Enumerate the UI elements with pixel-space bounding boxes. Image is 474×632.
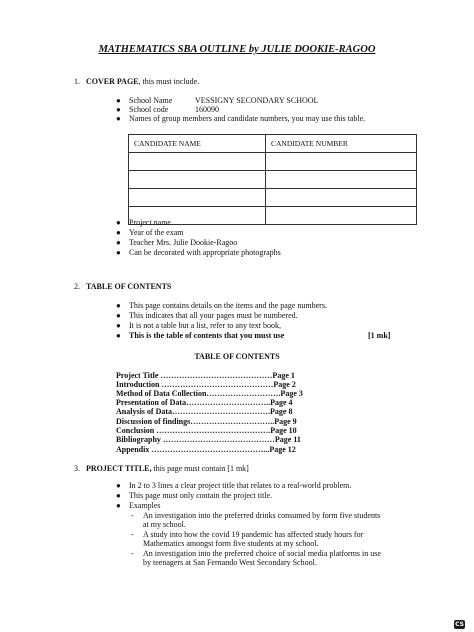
example-item (131, 549, 381, 567)
table-row (129, 189, 417, 207)
table-header-cell: CANDIDATE NAME (129, 135, 266, 153)
school-code-label: School code (129, 105, 169, 114)
bullet-icon: ● (116, 331, 121, 340)
table-header-cell: CANDIDATE NUMBER (266, 135, 417, 153)
list-item-text: This page must only contain the project title. (129, 491, 273, 500)
list-item-text: Teacher Mrs. Julie Dookie-Ragoo (129, 238, 238, 247)
bullet-icon: ● (116, 321, 121, 330)
section-2-heading-line (74, 282, 171, 292)
example-text: Mathematics amongst form five students at my school. (143, 539, 319, 548)
school-name-label: School Name (129, 96, 173, 105)
toc-row: Project Title ……………………………………Page 1 (116, 371, 295, 380)
list-item-text: Project name (129, 218, 171, 227)
bullet-icon: ● (116, 301, 121, 310)
section-3-heading-line (74, 464, 249, 474)
school-name-value: VESSIGNY SECONDARY SCHOOL (195, 96, 319, 105)
section-2-heading: TABLE OF CONTENTS (86, 282, 172, 291)
example-item (131, 530, 364, 548)
toc-row: Presentation of Data…………………………..Page 4 (116, 398, 293, 407)
section-1-heading: COVER PAGE (86, 77, 139, 86)
table-row (129, 171, 417, 189)
toc-row: Bibliography ……………………………………Page 11 (116, 435, 301, 444)
toc-row: Appendix ……………………………………...Page 12 (116, 445, 296, 454)
section-1-heading-line (74, 77, 199, 87)
table-header-row (129, 135, 417, 153)
bullet-icon: ● (116, 311, 121, 320)
table-row (129, 153, 417, 171)
list-item-text: This page contains details on the items and the page numbers. (129, 301, 327, 310)
table-cell (266, 207, 417, 225)
dash-icon: - (131, 549, 134, 558)
list-item-text: Can be decorated with appropriate photographs (129, 248, 281, 257)
toc-row: Method of Data Collection……………………….Page 3 (116, 389, 303, 398)
bullet-icon: ● (116, 105, 121, 114)
table-row (129, 207, 417, 225)
bullet-icon: ● (116, 228, 121, 237)
list-item-text: It is not a table but a list, refer to any text book, (129, 321, 281, 330)
bullet-icon: ● (116, 96, 121, 105)
mark-label: [1 mk] (368, 331, 391, 340)
bullet-icon: ● (116, 218, 121, 227)
example-text: at my school. (143, 520, 186, 529)
toc-row: Discussion of findings…………………………..Page 9 (116, 417, 297, 426)
dash-icon: - (131, 530, 134, 539)
table-cell (129, 171, 266, 189)
bullet-icon: ● (116, 501, 121, 510)
toc-row: Analysis of Data……………………………….Page 8 (116, 407, 293, 416)
document-title: MATHEMATICS SBA OUTLINE by JULIE DOOKIE-RAGOO (98, 44, 376, 55)
list-item-text: In 2 to 3 lines a clear project title that relates to a real-world problem. (129, 481, 352, 490)
section-3-heading: PROJECT TITLE, (86, 464, 152, 473)
table-cell (129, 189, 266, 207)
section-1-number: 1. (74, 77, 80, 86)
table-cell (266, 171, 417, 189)
bullet-icon: ● (116, 238, 121, 247)
bullet-icon: ● (116, 481, 121, 490)
example-item (131, 511, 381, 529)
bullet-icon: ● (116, 248, 121, 257)
table-cell (129, 153, 266, 171)
toc-row: Introduction ……………………………………Page 2 (116, 380, 296, 389)
candidate-table (128, 134, 417, 225)
example-text: An investigation into the preferred choice of social media platforms in use (143, 549, 381, 558)
list-item-text: This is the table of contents that you must use (129, 331, 285, 340)
toc-row: Conclusion …………………………………….Page 10 (116, 426, 297, 435)
example-text: An investigation into the preferred drinks consumed by form five students (143, 511, 381, 520)
section-3-number: 3. (74, 464, 80, 473)
camscanner-logo-icon: CS (455, 621, 464, 628)
section-3-heading-rest: this page must contain [1 mk] (151, 464, 249, 473)
list-item-text: Examples (129, 501, 161, 510)
toc-title: TABLE OF CONTENTS (194, 352, 280, 361)
section-2-number: 2. (74, 282, 80, 291)
example-text: A study into how the covid 19 pandemic has affected study hours for (143, 530, 364, 539)
school-code-value: 160090 (195, 105, 219, 114)
section-1-heading-rest: , this must include. (138, 77, 200, 86)
example-text: by teenagers at San Fernando West Secondary School. (143, 558, 317, 567)
bullet-icon: ● (116, 114, 121, 123)
table-cell (266, 153, 417, 171)
table-cell (266, 189, 417, 207)
names-note: Names of group members and candidate numbers, you may use this table. (129, 114, 366, 123)
list-item-text: Year of the exam (129, 228, 184, 237)
bullet-icon: ● (116, 491, 121, 500)
dash-icon: - (131, 511, 134, 520)
list-item-text: This indicates that all your pages must be numbered. (129, 311, 298, 320)
